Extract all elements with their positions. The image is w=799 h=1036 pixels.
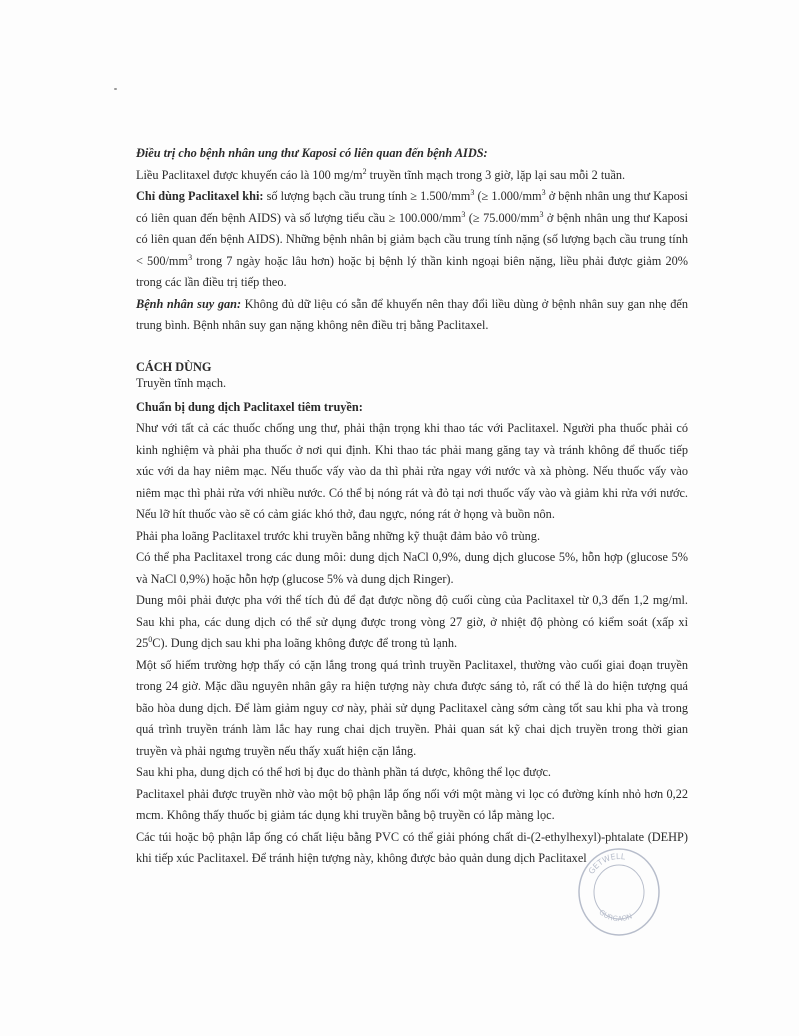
section-heading-usage: CÁCH DÙNG	[136, 359, 212, 374]
dose-text-rest: truyền tĩnh mạch trong 3 giờ, lặp lại sau mỗi 2 tuần.	[366, 167, 626, 182]
document-body	[136, 143, 688, 870]
concentration-text: Dung môi phải được pha với thể tích đủ để đạt được nồng độ cuối cùng của Paclitaxel từ 0,3 đến 1,2 mg/ml. Sau khi pha, các dung dịch có thể sử dụng được trong vòng 27 giờ, ở nhiệt độ phòng có kiểm soát (xấp xỉ 25	[136, 593, 688, 650]
only-use-text: ở bệnh nhân ung thư Kaposi có liên quan đến bệnh AIDS). Những bệnh nhân bị giảm bạch cầu trung tính nặng (số lượng bạch cầu trung tính < 500/mm	[136, 210, 689, 268]
superscript: 3	[461, 209, 466, 219]
stamp-text-top: GETWELL	[586, 851, 626, 876]
dose-paragraph	[136, 165, 688, 187]
route-text: Truyền tĩnh mạch.	[136, 375, 227, 390]
paragraph-cloudy: Sau khi pha, dung dịch có thể hơi bị đục do thành phần tá dược, không thể lọc được.	[136, 765, 551, 779]
paragraph-filter: Paclitaxel phải được truyền nhờ vào một bộ phận lắp ống nối với một màng vi lọc có đường kính nhỏ hơn 0,22 mcm. Không thấy thuốc bị giảm tác dụng khi truyền bằng bộ truyền có lắp màng lọc.	[136, 786, 688, 822]
stamp-text-bottom: GURGAON	[597, 908, 634, 924]
prep-heading: Chuẩn bị dung dịch Paclitaxel tiêm truyền:	[136, 399, 363, 414]
superscript: 3	[470, 187, 475, 197]
superscript: 3	[539, 209, 544, 219]
only-use-text: trong 7 ngày hoặc lâu hơn) hoặc bị bệnh lý thần kinh ngoại biên nặng, liều phải được giảm 20% trong các lần điều trị tiếp theo.	[136, 253, 688, 289]
paragraph-handling: Như với tất cả các thuốc chống ung thư, phải thận trọng khi thao tác với Paclitaxel. Người pha thuốc phải có kinh nghiệm và phải pha thuốc ở nơi qui định. Khi thao tác phải mang găng tay và tránh không để thuốc tiếp xúc với da hay niêm mạc. Nếu thuốc vấy vào da thì phải rửa ngay với nước và xà phòng. Nếu thuốc vấy vào niêm mạc thì phải rửa với nhiều nước. Có thể bị nóng rát và đỏ tại nơi thuốc vấy vào và giảm khi rửa với nước. Nếu lỡ hít thuốc vào sẽ có cảm giác khó thở, đau ngực, nóng rát ở họng và buồn nôn.	[136, 421, 688, 521]
only-use-text: (≥ 75.000/mm	[465, 210, 540, 225]
dose-text: Liều Paclitaxel được khuyến cáo là 100 mg/m	[136, 167, 363, 182]
only-use-text: số lượng bạch cầu trung tính ≥ 1.500/mm	[263, 189, 471, 203]
dose-superscript: 2	[362, 166, 367, 176]
only-use-text: ở bệnh nhân ung thư Kaposi có liên quan đến bệnh AIDS) và số lượng tiểu cầu ≥ 100.000/mm	[136, 189, 688, 225]
only-use-paragraph	[136, 186, 688, 294]
paragraph-pvc: Các túi hoặc bộ phận lắp ống có chất liệu bằng PVC có thể giải phóng chất di-(2-ethylhexyl)-phtalate (DEHP) khi tiếp xúc Paclitaxel. Để tránh hiện tượng này, không được bảo quản dung dịch Paclitaxel	[136, 829, 688, 865]
superscript: 3	[188, 252, 193, 262]
superscript: 3	[541, 187, 546, 197]
liver-text: Không đủ dữ liệu có sẵn để khuyến nên thay đổi liều dùng ở bệnh nhân suy gan nhẹ đến trung bình. Bệnh nhân suy gan nặng không nên điều trị bằng Paclitaxel.	[136, 296, 688, 332]
superscript: 0	[148, 634, 153, 644]
company-stamp	[576, 846, 662, 938]
paragraph-precipitate: Một số hiếm trường hợp thấy có cặn lắng trong quá trình truyền Paclitaxel, thường vào cuối giai đoạn truyền trong 24 giờ. Mặc dầu nguyên nhân gây ra hiện tượng này chưa được sáng tỏ, rất có thể là do hiện tượng quá bão hòa dung dịch. Để làm giảm nguy cơ này, phải sử dụng Paclitaxel càng sớm càng tốt sau khi pha và trong quá trình truyền tránh làm lắc hay rung chai dịch truyền. Phải quan sát kỹ chai dịch truyền trong thời gian truyền và phải ngưng truyền nếu thấy xuất hiện cặn lắng.	[136, 657, 688, 758]
scan-speck	[114, 88, 117, 90]
concentration-text-rest: C). Dung dịch sau khi pha loãng không được để trong tủ lạnh.	[152, 636, 458, 650]
paragraph-concentration	[136, 590, 688, 655]
liver-label: Bệnh nhân suy gan:	[136, 296, 242, 311]
paragraph-dilution: Phải pha loãng Paclitaxel trước khi truyền bằng những kỹ thuật đảm bảo vô trùng.	[136, 528, 541, 543]
only-use-text: (≥ 1.000/mm	[474, 189, 542, 203]
paragraph-solvents: Có thể pha Paclitaxel trong các dung môi: dung dịch NaCl 0,9%, dung dịch glucose 5%, hỗn hợp (glucose 5% và NaCl 0,9%) hoặc hỗn hợp (glucose 5% và dung dịch Ringer).	[136, 550, 688, 586]
section-heading-kaposi: Điều trị cho bệnh nhân ung thư Kaposi có liên quan đến bệnh AIDS:	[136, 146, 488, 160]
only-use-label: Chỉ dùng Paclitaxel khi:	[136, 189, 264, 203]
liver-paragraph	[136, 294, 688, 337]
